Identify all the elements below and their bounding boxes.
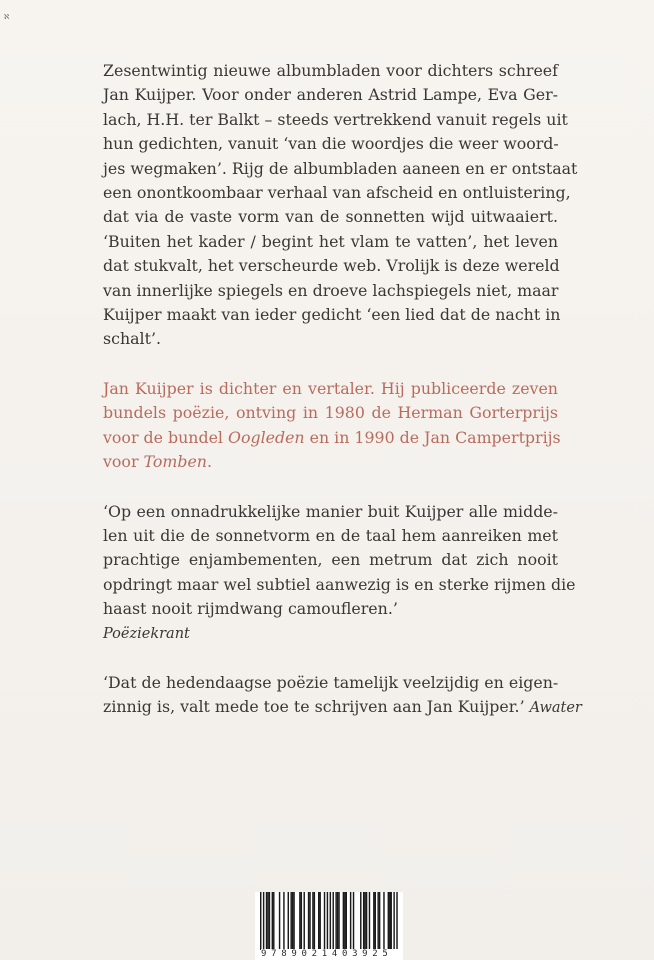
barcode-bar [290,892,291,950]
barcode-bar [301,892,302,950]
barcode-bar [309,892,310,950]
bio-text: voor [103,452,144,472]
barcode-bar [364,892,365,950]
description-paragraph [103,59,578,352]
barcode-bar [391,892,392,950]
text-line: van innerlijke spiegels en droeve lachspiegels niet, maar [103,280,559,300]
barcode-bar [369,892,370,950]
barcode-bar [366,892,367,950]
barcode-bar [389,892,390,950]
barcode-bar [396,892,397,950]
bio-line [103,450,558,474]
text-line: ‘Buiten het kader / begint het vlam te vatten’, het leven [103,231,558,251]
text-line: een onontkoombaar verhaal van afscheid en ontluistering, [103,183,571,203]
barcode-bar [337,892,338,950]
text-line: Zesentwintig nieuwe albumbladen voor dichters schreef [103,61,558,80]
text-line: Kuijper maakt van ieder gedicht ‘een lied dat de nacht in [103,305,561,325]
barcode-bar [333,892,334,950]
barcode-bar [379,892,380,950]
isbn-barcode [255,892,403,960]
text-line: schalt’. [103,329,161,349]
barcode-bars [255,892,403,950]
barcode-bar [377,892,378,950]
barcode-bar [338,892,339,950]
barcode-bar [393,892,394,950]
barcode-bar [260,892,261,950]
barcode-bar [269,892,270,950]
quote-line: prachtige enjambementen, een metrum dat zich nooit [103,550,558,570]
barcode-bar [350,892,351,950]
text-line: hun gedichten, vanuit ‘van die woordjes die weer woord- [103,134,559,154]
barcode-bar [388,892,389,950]
quote-source: Poëziekrant [103,625,190,642]
quote-source: Awater [529,700,582,717]
barcode-bar [263,892,264,950]
text-line: lach, H.H. ter Balkt – steeds vertrekkend vanuit regels uit [103,109,568,129]
barcode-bar [299,892,300,950]
quote-line: len uit die de sonnetvorm en de taal hem aanreiken met [103,525,558,545]
review-quote-awater [103,671,582,721]
book-title-tomben: Tomben [143,452,207,472]
bio-line [103,426,561,450]
barcode-bar [308,892,309,950]
barcode-bar [272,892,273,950]
barcode-bar [324,892,325,950]
quote-line: ‘Op een onnadrukkelijke manier buit Kuijper alle midde- [103,501,558,521]
author-bio [103,377,561,475]
quote-line: ‘Dat de hedendaagse poëzie tamelijk veelzijdig en eigen- [103,672,559,692]
bio-line: bundels poëzie, ontving in 1980 de Herman Gorterprijs [103,403,558,423]
review-quote-poeziekrant [103,500,576,646]
bio-text: . [206,452,212,472]
barcode-bar [279,892,280,950]
barcode-bar [283,892,284,950]
book-title-oogleden: Oogleden [228,427,305,447]
barcode-bar [267,892,268,950]
barcode-bar [375,892,376,950]
text-line: dat via de vaste vorm van de sonnetten wijd uitwaaiert. [103,207,558,227]
quote-line: opdringt maar wel subtiel aanwezig is en sterke rijmen die [103,574,576,594]
barcode-bar [346,892,347,950]
barcode-bar [292,892,293,950]
barcode-bar [330,892,331,950]
barcode-bar [319,892,320,950]
barcode-bar [383,892,384,950]
barcode-bar [335,892,336,950]
text-line: Jan Kuijper. Voor onder anderen Astrid Lampe, Eva Ger- [103,85,558,105]
barcode-bar [353,892,354,950]
quote-line [103,695,582,720]
barcode-bar [314,892,315,950]
barcode-bar [312,892,313,950]
barcode-bar [293,892,294,950]
barcode-bar [373,892,374,950]
barcode-digits: 9789021403925 [261,949,399,959]
barcode-bar [318,892,319,950]
quote-line: haast nooit rijmdwang camoufleren.’ [103,599,398,619]
barcode-bar [344,892,345,950]
bio-text: en in 1990 de Jan Campertprijs [304,427,561,447]
quote-text: zinnig is, valt mede toe te schrijven aan Jan Kuijper.’ [103,697,525,717]
blurb-content [103,59,582,721]
barcode-bar [288,892,289,950]
barcode-bar [327,892,328,950]
text-line: jes wegmaken’. Rijg de albumbladen aaneen en er ontstaat [103,158,578,178]
barcode-bar [266,892,267,950]
corner-mark: ℵ [4,13,10,21]
barcode-bar [343,892,344,950]
barcode-bar [363,892,364,950]
text-line: dat stukvalt, het verscheurde web. Vrolijk is deze wereld [103,256,560,276]
bio-line: Jan Kuijper is dichter en vertaler. Hij publiceerde zeven [103,378,558,398]
barcode-bar [360,892,361,950]
bio-text: voor de bundel [103,427,228,447]
barcode-bar [273,892,274,950]
barcode-bar [304,892,305,950]
